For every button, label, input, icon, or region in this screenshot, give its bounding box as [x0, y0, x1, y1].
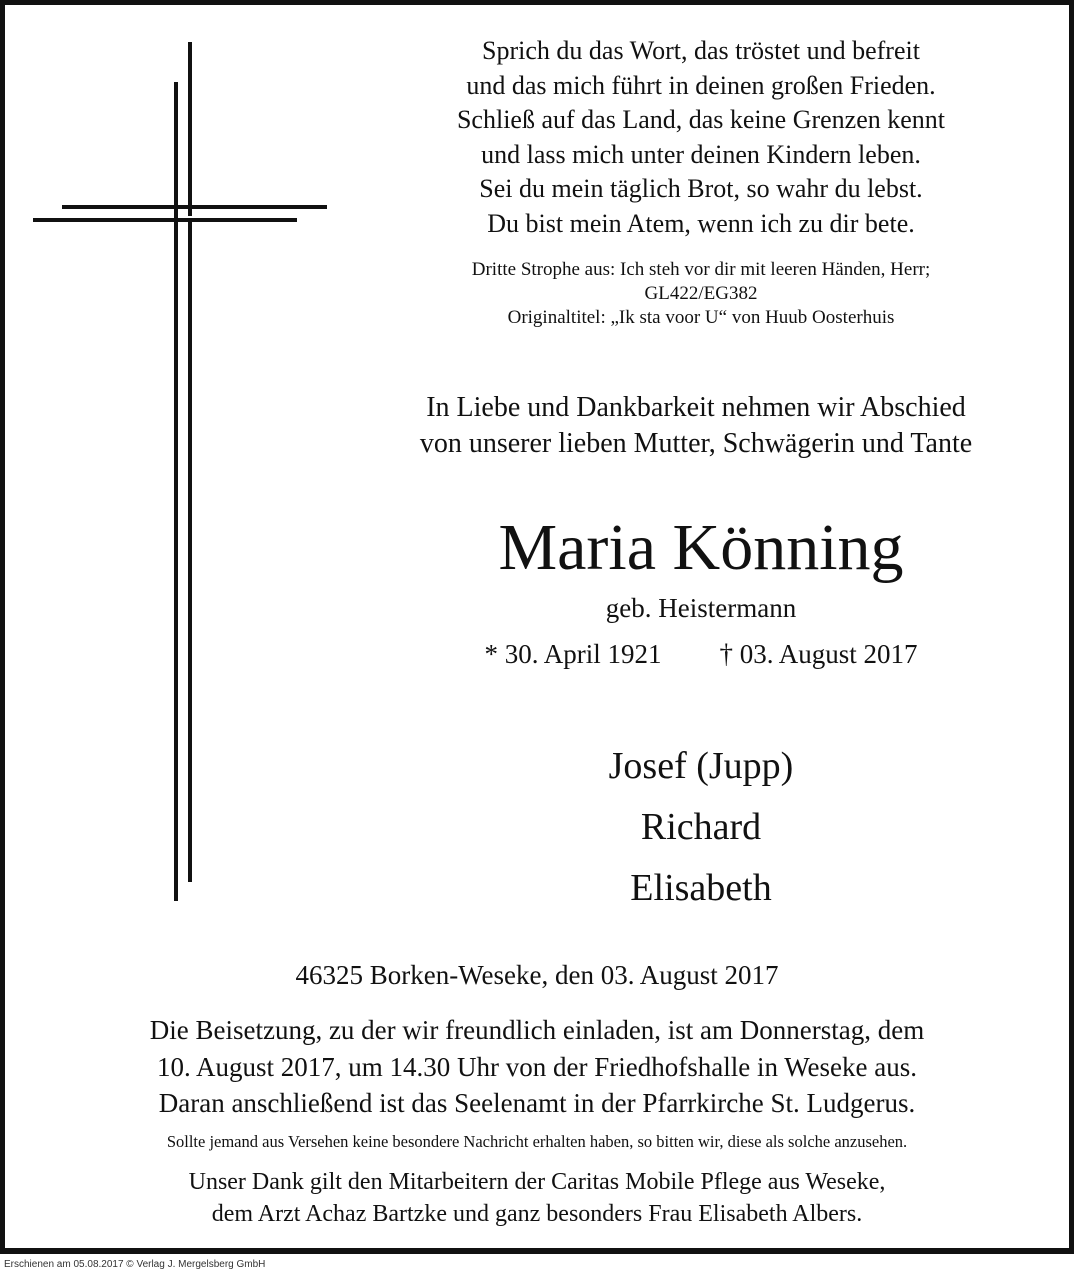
source-line: GL422/EG382: [644, 283, 758, 304]
birth-date: * 30. April 1921: [484, 639, 662, 669]
poem-line: Du bist mein Atem, wenn ich zu dir bete.: [487, 208, 915, 238]
poem-line: Sprich du das Wort, das tröstet und befreit: [482, 36, 920, 65]
poem-line: Sei du mein täglich Brot, so wahr du lebst.: [479, 174, 923, 203]
life-dates: [356, 636, 1046, 672]
intro-line: von unserer lieben Mutter, Schwägerin und Tante: [419, 428, 973, 459]
death-date: † 03. August 2017: [719, 639, 918, 669]
source-line: Originaltitel: „Ik sta voor U“ von Huub Oosterhuis: [507, 307, 895, 328]
thanks-line: Unser Dank gilt den Mitarbeitern der Caritas Mobile Pflege aus Weseke,: [188, 1169, 886, 1195]
place-date: 46325 Borken-Weseke, den 03. August 2017: [295, 960, 779, 990]
poem-line: und das mich führt in deinen großen Frieden.: [466, 70, 936, 100]
maiden-name: geb. Heistermann: [605, 593, 797, 623]
funeral-line: Daran anschließend ist das Seelenamt in der Pfarrkirche St. Ludgerus.: [158, 1088, 916, 1118]
notification-note: Sollte jemand aus Versehen keine besondere Nachricht erhalten haben, so bitten wir, diese als solche anzusehen.: [166, 1132, 908, 1151]
funeral-line: 10. August 2017, um 14.30 Uhr von der Friedhofshalle in Weseke aus.: [157, 1051, 917, 1082]
farewell-intro: [340, 390, 1052, 462]
funeral-line: Die Beisetzung, zu der wir freundlich einladen, ist am Donnerstag, dem: [149, 1015, 925, 1045]
deceased-name: Maria Könning: [498, 511, 904, 584]
source-line: Dritte Strophe aus: Ich steh vor dir mit leeren Händen, Herr;: [471, 259, 931, 280]
funeral-details: [20, 1012, 1054, 1122]
intro-line: In Liebe und Dankbarkeit nehmen wir Abschied: [426, 392, 966, 423]
mourners-list: [356, 736, 1046, 919]
poem-line: und lass mich unter deinen Kindern leben.: [481, 139, 921, 169]
cross-icon: [0, 0, 340, 920]
poem-source: [356, 258, 1046, 330]
thanks-note: [20, 1166, 1054, 1230]
poem-verse: [356, 34, 1046, 241]
mourner-name: Elisabeth: [630, 867, 772, 909]
poem-line: Schließ auf das Land, das keine Grenzen kennt: [456, 105, 946, 134]
mourner-name: Josef (Jupp): [608, 745, 794, 787]
publisher-footer: Erschienen am 05.08.2017 © Verlag J. Mergelsberg GmbH: [4, 1259, 266, 1270]
mourner-name: Richard: [640, 806, 762, 848]
thanks-line: dem Arzt Achaz Bartzke und ganz besonders Frau Elisabeth Albers.: [211, 1201, 863, 1227]
